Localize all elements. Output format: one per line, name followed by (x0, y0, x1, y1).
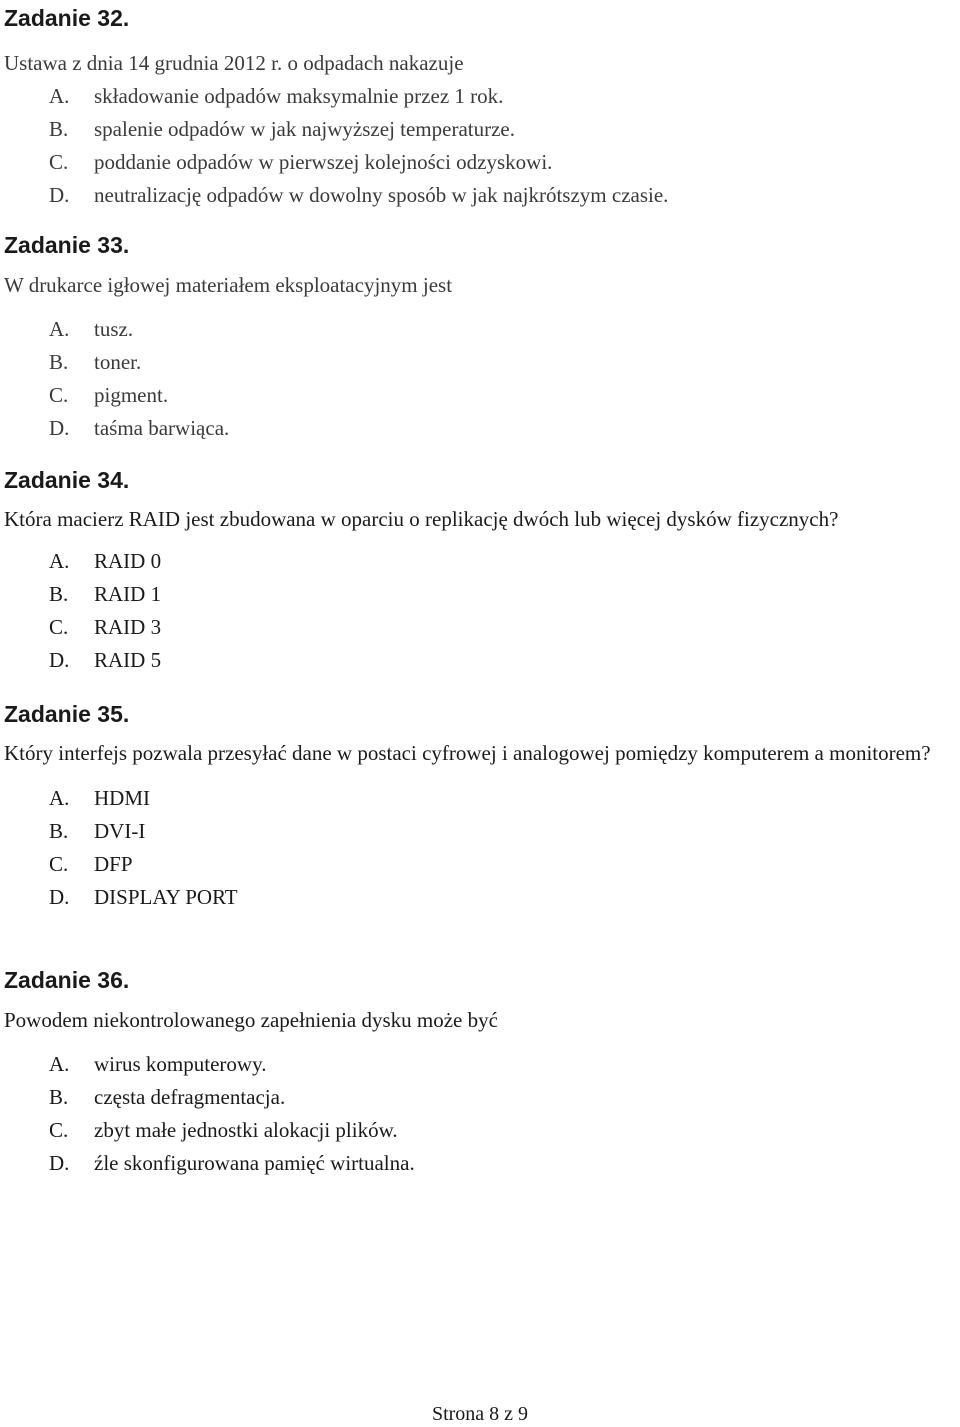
answer-option-a (4, 80, 960, 113)
option-text: RAID 1 (94, 582, 162, 606)
option-text: DISPLAY PORT (94, 885, 238, 909)
task-32 (4, 5, 960, 212)
task-33 (4, 232, 960, 445)
answer-option-a (4, 1048, 960, 1081)
answer-option-d (4, 881, 960, 914)
answer-option-d (4, 412, 960, 445)
option-letter: A. (49, 786, 70, 810)
option-letter: D. (49, 648, 70, 672)
answer-options (4, 80, 960, 212)
task-title: Zadanie 32. (4, 5, 130, 31)
answer-option-d (4, 644, 960, 677)
option-letter: B. (49, 819, 69, 843)
option-text: poddanie odpadów w pierwszej kolejności odzyskowi. (94, 150, 553, 174)
task-question: W drukarce igłowej materiałem eksploatacyjnym jest (4, 273, 453, 297)
option-letter: B. (49, 582, 69, 606)
answer-option-c (4, 379, 960, 412)
option-text: toner. (94, 350, 142, 374)
option-text: taśma barwiąca. (94, 416, 230, 440)
option-letter: C. (49, 615, 69, 639)
option-text: częsta defragmentacja. (94, 1085, 286, 1109)
answer-option-d (4, 1147, 960, 1180)
option-text: HDMI (94, 786, 150, 810)
option-text: zbyt małe jednostki alokacji plików. (94, 1118, 398, 1142)
option-letter: D. (49, 885, 70, 909)
option-letter: A. (49, 1052, 70, 1076)
answer-option-b (4, 1081, 960, 1114)
option-text: DFP (94, 852, 133, 876)
task-35 (4, 701, 960, 914)
option-letter: D. (49, 416, 70, 440)
answer-option-c (4, 848, 960, 881)
task-36 (4, 967, 960, 1180)
option-text: RAID 5 (94, 648, 162, 672)
option-text: neutralizację odpadów w dowolny sposób w jak najkrótszym czasie. (94, 183, 669, 207)
answer-option-b (4, 113, 960, 146)
task-title: Zadanie 36. (4, 967, 130, 993)
task-question: Która macierz RAID jest zbudowana w oparciu o replikację dwóch lub więcej dysków fizycznych? (4, 507, 839, 531)
answer-options (4, 313, 960, 445)
answer-options (4, 1048, 960, 1180)
answer-options (4, 545, 960, 677)
answer-option-c (4, 1114, 960, 1147)
task-question: Który interfejs pozwala przesyłać dane w postaci cyfrowej i analogowej pomiędzy komputerem a monitorem? (4, 741, 931, 765)
answer-option-c (4, 146, 960, 179)
task-question: Ustawa z dnia 14 grudnia 2012 r. o odpadach nakazuje (4, 51, 464, 75)
option-text: RAID 0 (94, 549, 162, 573)
answer-option-c (4, 611, 960, 644)
option-letter: C. (49, 383, 69, 407)
answer-option-b (4, 346, 960, 379)
task-title: Zadanie 34. (4, 467, 130, 493)
option-letter: B. (49, 350, 69, 374)
option-letter: C. (49, 150, 69, 174)
answer-option-b (4, 578, 960, 611)
option-letter: A. (49, 84, 70, 108)
answer-option-b (4, 815, 960, 848)
option-text: RAID 3 (94, 615, 162, 639)
option-text: źle skonfigurowana pamięć wirtualna. (94, 1151, 415, 1175)
option-text: DVI-I (94, 819, 146, 843)
option-letter: A. (49, 317, 70, 341)
option-text: składowanie odpadów maksymalnie przez 1 rok. (94, 84, 504, 108)
option-letter: A. (49, 549, 70, 573)
answer-option-a (4, 782, 960, 815)
page-number: Strona 8 z 9 (431, 1403, 529, 1425)
option-letter: C. (49, 1118, 69, 1142)
option-text: spalenie odpadów w jak najwyższej temperaturze. (94, 117, 515, 141)
option-text: pigment. (94, 383, 169, 407)
task-title: Zadanie 33. (4, 232, 130, 258)
option-text: tusz. (94, 317, 134, 341)
option-letter: B. (49, 117, 69, 141)
option-letter: B. (49, 1085, 69, 1109)
option-letter: C. (49, 852, 69, 876)
answer-option-a (4, 313, 960, 346)
answer-options (4, 782, 960, 914)
option-letter: D. (49, 1151, 70, 1175)
task-34 (4, 467, 960, 677)
option-letter: D. (49, 183, 70, 207)
task-title: Zadanie 35. (4, 701, 130, 727)
task-question: Powodem niekontrolowanego zapełnienia dysku może być (4, 1008, 498, 1032)
answer-option-d (4, 179, 960, 212)
answer-option-a (4, 545, 960, 578)
option-text: wirus komputerowy. (94, 1052, 267, 1076)
